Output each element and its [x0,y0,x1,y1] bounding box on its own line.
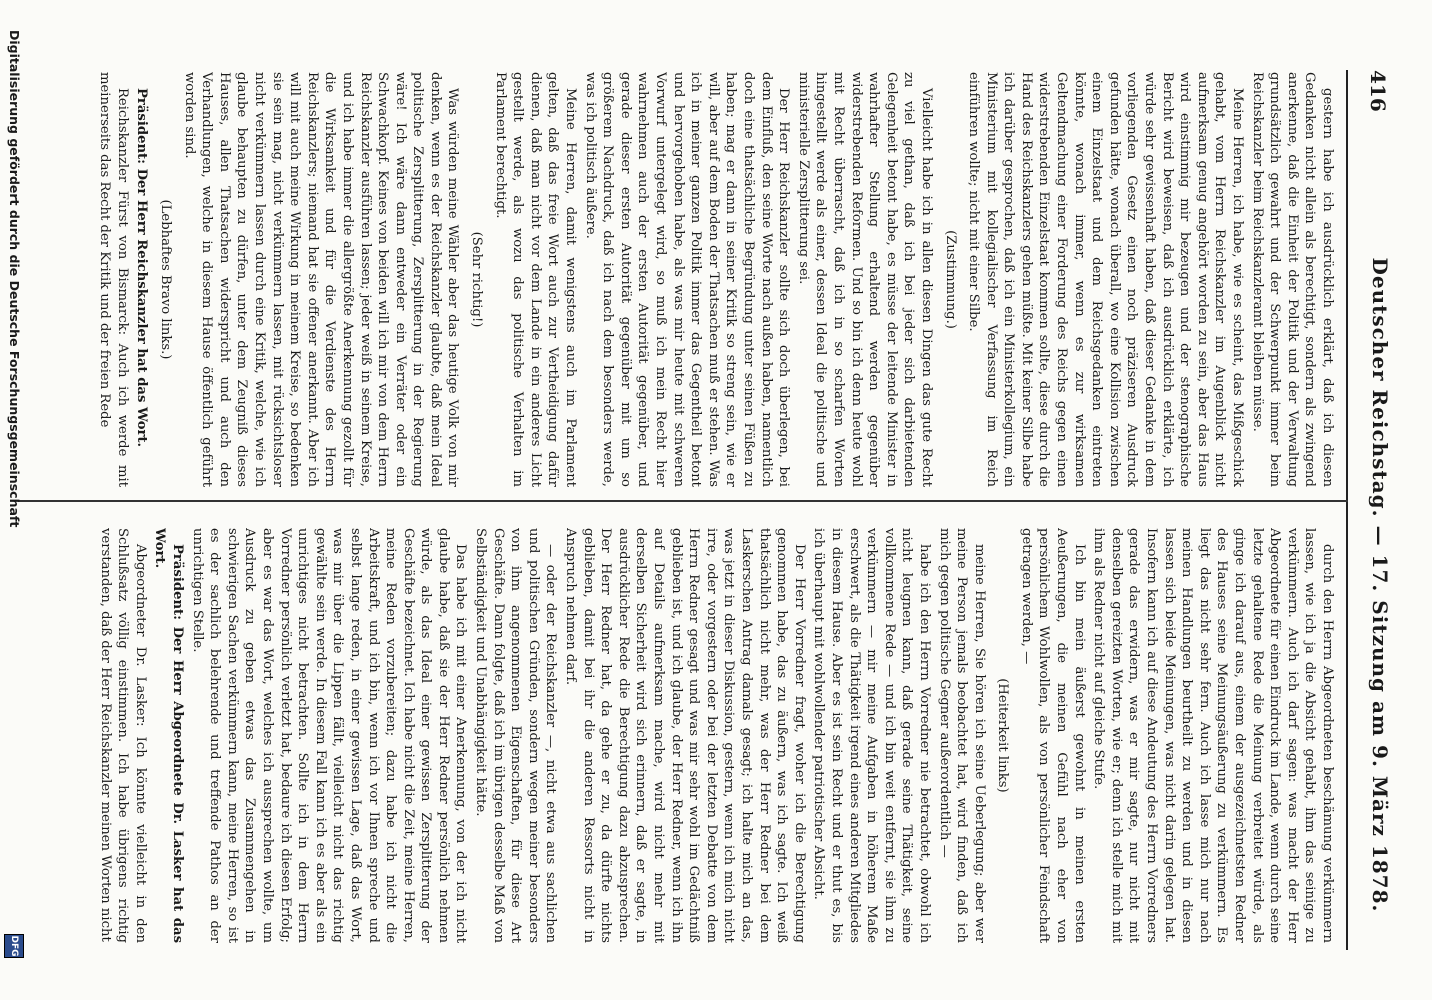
paragraph: Der Herr Vorredner fragt, woher ich die Berechtigung genommen habe, das zu äußern, was ich sagte. Ich weiß thatsächlich nicht mehr, was der Herr Redner bei dem Laskerschen Antrag damals gesagt; ich halte mich an das, was jetzt in dieser Diskussion, gestern, wenn ich mich nicht irre, oder vorgestern oder bei der letzten Debatte von dem Herrn Redner gesagt und was mir sehr wohl im Gedächtniß geblieben ist, und ich glaube, der Herr Redner, wenn ich ihn auf Details aufmerksam mache, wird nicht mehr mit derselben Sicherheit wird sich erinnern, daß er sagte, in ausdrücklicher Rede die Berechtigung dazu abzusprechen. Der Herr Redner hat, da gehe er zu, da dürfte nichts geblieben, damit bei ihr die anderen Ressorts nicht in Anspruch nehmen darf. [563,528,807,943]
header-rule [1346,70,1348,950]
paragraph: Was würden meine Wähler aber das heutige Volk von mir denken, wenn es der Reichskanzler glaubte, daß mein Ideal politische Zersplitterung, Zersplitterung in der Regierung wäre! Ich wäre dann entweder ein Verräter oder ein Schwachkopf. Keines von beiden will ich mir von dem Herrn Reichskanzler ausführen lassen; jeder weiß in seinem Kreise, und ich habe immer die allergrößte Anerkennung gezollt für die Wirksamkeit und für die Verdienste des Herrn Reichskanzlers; niemand hat sie offener anerkannt. Aber ich will mit auch meine Wirkung in meinem Kreise, so bedenken sie sein mag, nicht verkümmern lassen, mit rücksichtsloser nicht verkümmern lassen durch eine Kritik, welche, wie ich glaube behaupten zu dürfen, unter dem Zeugniß dieses Hauses, allen Thatsachen widerspricht und auch den Verhandlungen, welche in diesem Hause öffentlich geführt worden sind. [181,72,461,487]
paragraph: — oder der Reichskanzler —, nicht etwa aus sachlichen und politischen Gründen, sondern wegen meiner besonders von ihm angenommenen Eigenschaften, für diese Art Geschäfte. Dann folgte, daß ich im übrigen desselbe Maß von Selbständigkeit und Unabhängigkeit hätte. [473,528,559,943]
speaker-line: Präsident: Der Herr Reichskanzler hat das Wort. [134,88,150,448]
dfg-logo-icon: DFG [4,934,24,958]
right-column [36,528,1336,943]
paragraph: Vielleicht habe ich in allen diesen Dingen das gute Recht zu viel gethan, daß ich bei jeder sich darbietenden Gelegenheit betont habe, es müsse der leitende Minister in wahrhafter Stellung erhaltend werden gegenüber widerstrebenden Reformen. Und so bin ich denn heute wohl mit Recht überrascht, daß ich in so scharfen Worten hingestellt werde als einer, dessen Ideal die politische und ministerielle Zersplitterung sei. [795,72,934,487]
paragraph: habe ich den Herrn Vorredner nie betrachtet, obwohl ich nicht leugnen kann, daß gerade seine Thätigkeit, seine vollkommene Rede — und ich bin weit entfernt, sie ihm zu verkümmern — mir meine Aufgaben in höherem Maße erschwert, als die Thätigkeit irgend eines anderen Mitgliedes in diesem Hause. Aber es ist sein Recht und er thut es, bis ich überhaupt mit wohlwollender patriotischer Absicht. [811,528,932,943]
paragraph: Das habe ich mit einer Anerkennung, von der ich nicht glaube habe, daß sie der Herr Redner persönlich nehmen würde, als das Ideal einer gewissen Zersplitterung der Geschäfte bezeichnet. Ich habe nicht die Zeit, meine Herren, meine Reden vorzubereiten; dazu habe ich nicht die Arbeitskraft, und ich bin, wenn ich vor Ihnen spreche und selbst lange reden, in einer gewissen Lage, daß das Wort, was mir über die Lippen fällt, vielleicht nicht das richtig gewählte sein werde. In diesem Fall kann ich es aber als ein unrichtiges nicht betrachten. Sollte ich in dem Herrn Vorredner persönlich verletzt hat, bedaure ich diesen Erfolg; aber es war das Wort, welches ich aussprechen wollte, um Ausdruck zu geben etwas das Zusammengehen in schwierigen Sachen verkümmern kann, meine Herren, so ist es der sachlich belehrende und treffende Pathos an der unrichtigen Stelle. [189,528,469,943]
column-divider [18,500,1348,502]
paragraph: Meine Herren, damit wenigstens auch im Parlament gelten, daß das freie Wort auch zur Vertheidigung dafür dienen, daß man nicht vor dem Lande in ein anderes Licht gestellt werde, als wozu das politische Verhalten im Parlament berechtigt. [492,72,579,487]
page-header [1354,70,1394,950]
paragraph: gestern habe ich ausdrücklich erklärt, daß ich diesen Gedanken nicht allein als berechtigt, sondern als zwingend anerkenne, daß die Einheit der Politik und der Verwaltung grundsätzlich gewahrt und der Schwerpunkt immer beim Reichskanzler beim Reichskanzleramt bleiben müsse. [1249,72,1335,487]
paragraph: durch den Herrn Abgeordneten beschämung verkümmern lassen, wie ich ja die Absicht gehabt, ihm das seinige zu verkümmern. Auch ich darf sagen: was macht der Herr Abgeordnete für einen Eindruck im Lande, wenn durch seine letzte gehaltene Rede die Meinung verbreitet würde, als ginge ich darauf aus, einem der ausgezeichnetsten Redner des Hauses seine Meinungsäußerung zu verkümmern. Es liegt das nicht sehr fern. Auch ich lasse mich nur nach meinen Handlungen beurtheilt zu werden und in diesen lassen sich beide Meinungen, was nicht darin gelegen hat. Insofern kann ich auf diese Andeutung des Herrn Vorredners gerade das erwidern, was er mir sagte, nur nicht mit denselben gereizten Worten, wie er; denn ich stelle mich mit ihm als Redner nicht auf gleiche Stufe. [1091,528,1335,943]
interjection: (Zustimmung.) [942,230,958,329]
paragraph: meine Herren, Sie hören ich seine Ueberlegung; aber wer meine Person jemals beobachtet hat, wird finden, daß ich mich gegen politische Gegner außerordentlich — [936,528,987,943]
speaker-line: Abgeordneter Dr. Lasker: Ich könnte vielleicht in den Schlußsatz völlig einstimmen. Ich habe übrigens richtig verstanden, daß der Herr Reichskanzler meinen Worten nicht [97,528,148,943]
interjection: (Heiterkeit links) [995,678,1011,793]
footer [2,30,24,970]
speaker-line: Präsident: Der Herr Abgeordnete Dr. Lasker hat das Wort. [152,528,185,943]
left-column [36,72,1336,487]
speaker-line: Reichskanzler Fürst von Bismarck: Auch ich werde mit meinerseits das Recht der Kritik und der freien Rede [97,72,130,487]
interjection: (Sehr richtig!) [469,231,485,328]
interjection: (Lebhaftes Bravo links.) [158,199,173,360]
funding-notice: Digitalisierung gefördert durch die Deutsche Forschungsgemeinschaft [7,30,22,528]
page-title: Deutscher Reichstag. — 17. Sitzung am 9. März 1878. [1368,257,1392,913]
paragraph: Ich bin mein äußerst gewohnt in meinen ersten Aeußerungen, die meinen Gefühl nach eher von persönlichem Wohlwollen, als von persönlicher Feindschaft getragen werden, — [1018,528,1087,943]
paragraph: Der Herr Reichskanzler sollte sich doch überlegen, bei dem Einfluß, den seine Worte nach außen haben, namentlich doch eine thatsächliche Begründung unter seinen Füßen zu haben; mag er dann in seiner Kritik so streng sein, wie er will, aber auf dem Boden der Thatsachen muß er stehen. Was ich in meiner ganzen Politik immer das Gegentheil betont und hervorgehoben habe, als was mir heute mit schweren Vorwurf untergelegt wird, so muß ich mein Recht hier wahrnehmen auch der ersten Autorität gegenüber, und gerade dieser ersten Autorität gegenüber mit um so größerem Nachdruck, daß ich nach dem besonders werde, was ich politisch äußere. [582,72,792,487]
page-number: 416 [1366,70,1390,112]
paragraph: Meine Herren, ich habe, wie es scheint, das Mißgeschick gehabt, vom Herrn Reichskanzler im Augenblick nicht aufmerksam genug angehört worden zu sein, aber das Haus wird einstimmig mir bezeugen und der stenographische Bericht wird beweisen, daß ich ausdrücklich erklärte, ich würde sehr gewissenhaft haben, daß dieser Gedanke in dem vorliegenden Gesetz einen noch präziseren Ausdruck gefunden hätte, wonach überall, wo eine Kollision zwischen einem Einzelstaat und dem Reichsgedanken eintreten könnte, wonach immer, wenn es zur wirksamen Geltendmachung einer Forderung des Reichs gegen einen widerstrebenden Einzelstaat kommen sollte, diese durch die Hand des Reichskanzlers gehen müßte. Mit keiner Silbe habe ich darüber gesprochen, daß ich ein Ministerkollegium, ein Ministerium mit kollegialischer Verfassung im Reich einführen wollte; nicht mit einer Silbe. [966,72,1246,487]
